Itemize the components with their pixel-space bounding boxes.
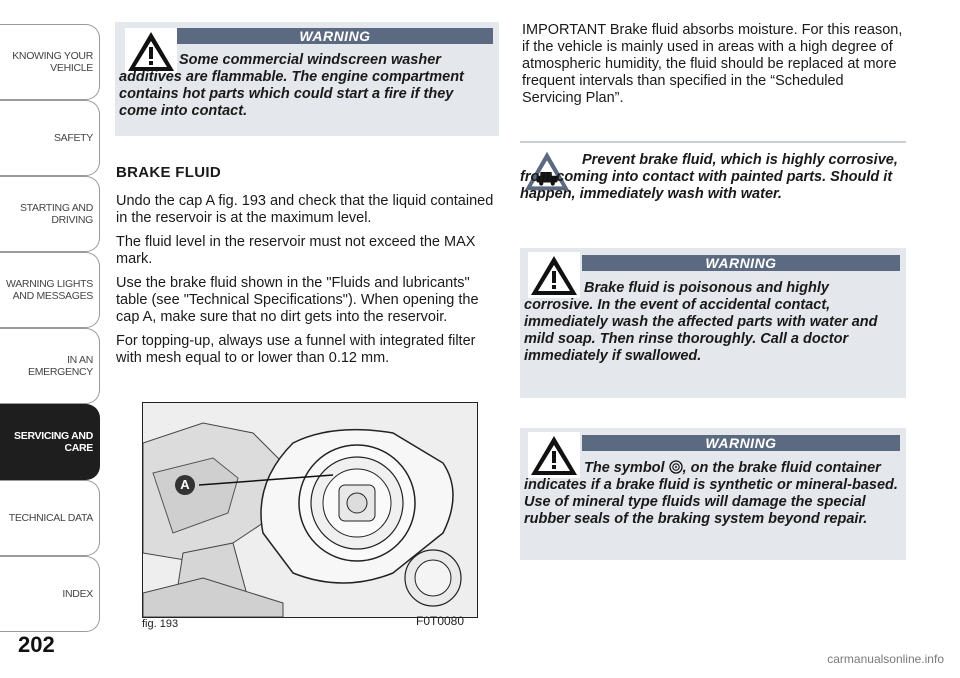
sidebar-item-safety[interactable] — [0, 100, 100, 176]
sidebar-item-index[interactable] — [0, 556, 100, 632]
warning-text-after: , on the brake fluid container indicates if a brake fluid is synthetic or mineral-based. Use of mineral type fluids will damage the special rubber seals of the braking system beyond repair. — [524, 460, 898, 527]
paragraph: For topping-up, always use a funnel with integrated filter with mesh equal to or lower than 0.12 mm. — [116, 333, 476, 366]
warning-text-before: The symbol — [584, 460, 665, 476]
warning-box-mineral-fluid — [520, 428, 906, 560]
sidebar-item-starting-and-driving[interactable] — [0, 176, 100, 252]
sidebar-item-knowing-your-vehicle[interactable] — [0, 24, 100, 100]
figure-caption: fig. 193 — [142, 618, 179, 630]
body-text-left — [116, 193, 498, 374]
warning-text — [524, 460, 902, 528]
page-number: 202 — [18, 632, 55, 657]
paragraph: Use the brake fluid shown in the "Fluids and lubricants" table (see "Technical Specifications"). When opening the cap A, make sure that no dirt gets into the reservoir. — [116, 275, 479, 325]
paragraph: The fluid level in the reservoir must not exceed the MAX mark. — [116, 234, 476, 267]
sidebar-item-label: KNOWING YOUR VEHICLE — [12, 50, 93, 74]
figure-code: F0T0080 — [416, 614, 465, 628]
important-note: IMPORTANT Brake fluid absorbs moisture. For this reason, if the vehicle is mainly used in areas with a high degree of atmospheric humidity, the fluid should be replaced at more frequent intervals than specified in the “Scheduled Servicing Plan”. — [522, 22, 903, 106]
sidebar-item-warning-lights[interactable] — [0, 252, 100, 328]
warning-box-poisonous — [520, 248, 906, 398]
sidebar-item-label: SAFETY — [53, 132, 93, 144]
warning-title: WARNING — [582, 435, 900, 451]
warning-title: WARNING — [177, 28, 493, 44]
brake-fluid-symbol-icon — [669, 460, 683, 474]
brake-reservoir-illustration — [143, 403, 477, 617]
sidebar-item-label: WARNING LIGHTS AND MESSAGES — [6, 278, 93, 302]
divider — [520, 141, 906, 143]
warning-box-flammable — [115, 22, 499, 136]
sidebar-item-label: SERVICING AND CARE — [14, 430, 93, 454]
sidebar-item-label: STARTING AND DRIVING — [19, 202, 93, 226]
sidebar-item-label: TECHNICAL DATA — [8, 512, 93, 524]
warning-text: Some commercial windscreen washer additives are flammable. The engine compartment contains hot parts which could start a fire if they come into contact. — [119, 52, 464, 119]
sidebar-item-label: INDEX — [62, 588, 93, 600]
warning-title: WARNING — [582, 255, 900, 271]
watermark: carmanualsonline.info — [827, 652, 944, 666]
callout-a: A — [175, 475, 195, 495]
sidebar-item-technical-data[interactable] — [0, 480, 100, 556]
section-heading: BRAKE FLUID — [116, 164, 221, 181]
sidebar-item-in-an-emergency[interactable] — [0, 328, 100, 404]
figure-brake-fluid-reservoir — [142, 402, 478, 618]
sidebar-item-label: IN AN EMERGENCY — [28, 354, 93, 378]
warning-text: Brake fluid is poisonous and highly corrosive. In the event of accidental contact, immediately wash the affected parts with water and mild soap. Then rinse thoroughly. Call a doctor immediately if swallowed. — [524, 280, 878, 364]
caution-text: Prevent brake fluid, which is highly corrosive, from coming into contact with painted parts. Should it happen, immediately wash with water. — [520, 152, 898, 202]
sidebar-item-servicing-and-care[interactable] — [0, 404, 100, 480]
paragraph: Undo the cap A fig. 193 and check that the liquid contained in the reservoir is at the maximum level. — [116, 193, 494, 226]
